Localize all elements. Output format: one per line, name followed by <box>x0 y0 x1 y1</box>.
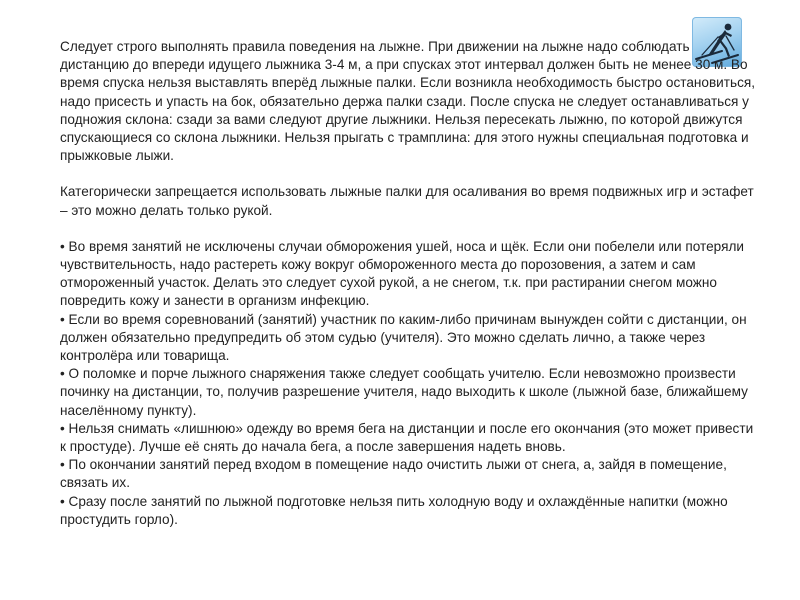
bullet-marker: • <box>60 366 65 382</box>
list-item <box>60 365 760 420</box>
bullet-marker: • <box>60 311 65 327</box>
list-item <box>60 493 760 529</box>
paragraph-pole-rules: Категорически запрещается использовать лыжные палки для осаливания во время подвижных игр и эстафет – это можно делать только рукой. <box>60 184 754 218</box>
list-item-text: О поломке и порче лыжного снаряжения также следует сообщать учителю. Если невозможно произвести починку на дистанции, то, получив разрешение учителя, надо выходить к школе (лыжной базе, ближайшему населённому пункту). <box>60 366 748 418</box>
bullet-marker: • <box>60 493 65 509</box>
paragraph-spacer <box>60 220 760 238</box>
list-item-text: По окончании занятий перед входом в помещение надо очистить лыжи от снега, а, зайдя в помещение, связать их. <box>60 457 727 491</box>
paragraph-slope-rules: Следует строго выполнять правила поведения на лыжне. При движении на лыжне надо соблюдать дистанцию до впереди идущего лыжника 3-4 м, а при спусках этот интервал должен быть не менее 30 м. Во время спуска нельзя выставлять вперёд лыжные палки. Если возникла необходимость быстро остановиться, надо присесть и упасть на бок, обязательно держа палки сзади. После спуска не следует останавливаться у подножия склона: сзади за вами следуют другие лыжники. Нельзя пересекать лыжню, по которой движутся спускающиеся со склона лыжники. Нельзя прыгать с трамплина: для этого нужны специальная подготовка и прыжковые лыжи. <box>60 39 756 164</box>
list-item-text: Если во время соревнований (занятий) участник по каким-либо причинам вынужден сойти с дистанции, он должен обязательно предупредить об этом судью (учителя). Это можно сделать лично, а также через контролёра или товарища. <box>60 311 747 364</box>
list-item-text: Во время занятий не исключены случаи обморожения ушей, носа и щёк. Если они побелели или потеряли чувствительность, надо растереть кожу вокруг обмороженного места до порозовения, а затем и сам отмороженный участок. Делать это следует сухой рукой, а не снегом, т.к. при растирании снегом можно повредить кожу и занести в организм инфекцию. <box>60 238 744 309</box>
paragraph-spacer <box>60 165 760 183</box>
safety-bullet-list <box>60 238 760 529</box>
list-item <box>60 238 760 311</box>
rules-text <box>60 38 760 529</box>
bullet-marker: • <box>60 238 65 254</box>
list-item <box>60 456 760 492</box>
list-item-text: Сразу после занятий по лыжной подготовке нельзя пить холодную воду и охлаждённые напитки (можно простудить горло). <box>60 493 728 527</box>
bullet-marker: • <box>60 420 65 436</box>
list-item-text: Нельзя снимать «лишнюю» одежду во время бега на дистанции и после его окончания (это может привести к простуде). Лучше её снять до начала бега, а после завершения надеть вновь. <box>60 420 754 455</box>
list-item <box>60 420 760 456</box>
bullet-marker: • <box>60 457 65 473</box>
list-item <box>60 311 760 366</box>
